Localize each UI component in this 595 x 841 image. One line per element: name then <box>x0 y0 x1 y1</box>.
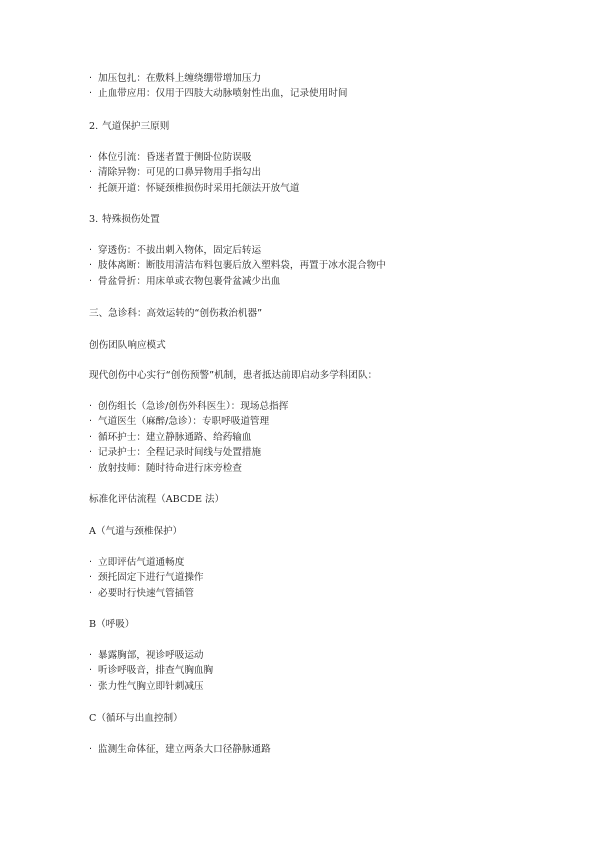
list-item: · 放射技师：随时待命进行床旁检查 <box>89 461 288 476</box>
bullet-icon: · <box>89 587 93 599</box>
bullet-icon: · <box>89 447 93 459</box>
list-item: · 循环护士：建立静脉通路、给药输血 <box>89 430 288 445</box>
heading-number: 2. <box>89 121 99 132</box>
list-item: · 颈托固定下进行气道操作 <box>89 570 204 585</box>
abcde-heading: 标准化评估流程（ABCDE 法） <box>89 494 225 505</box>
bullet-icon: · <box>89 680 93 692</box>
er-section-title: 三、急诊科：高效运转的“创伤救治机器” <box>89 308 263 319</box>
bullet-icon: · <box>89 167 93 179</box>
bullet-icon: · <box>89 462 93 474</box>
bullet-icon: · <box>89 152 93 163</box>
airway-list <box>89 150 299 196</box>
list-item: · 监测生命体征，建立两条大口径静脉通路 <box>89 742 271 757</box>
special-injury-list <box>89 243 386 289</box>
bullet-icon: · <box>89 431 93 443</box>
bullet-icon: · <box>89 557 93 568</box>
special-injury-heading <box>89 212 160 228</box>
team-heading: 创伤团队响应模式 <box>89 340 166 351</box>
list-item: · 穿透伤：不拔出刺入物体，固定后转运 <box>89 243 386 258</box>
bullet-icon: · <box>89 260 93 272</box>
list-item: · 气道医生（麻醉/急诊）：专职呼吸道管理 <box>89 414 288 429</box>
step-c-list <box>89 742 271 757</box>
list-item: · 肢体离断：断肢用清洁布料包裹后放入塑料袋，再置于冰水混合物中 <box>89 258 386 273</box>
bullet-icon: · <box>89 245 93 256</box>
list-item: · 暴露胸部，视诊呼吸运动 <box>89 648 213 663</box>
heading-text: 气道保护三原则 <box>102 121 170 132</box>
bullet-icon: · <box>89 73 93 84</box>
step-c-heading: C（循环与出血控制） <box>89 713 183 724</box>
step-b-heading: B（呼吸） <box>89 619 135 630</box>
list-item: · 清除异物：可见的口鼻异物用手指勾出 <box>89 165 299 180</box>
team-intro-paragraph: 现代创伤中心实行“创伤预警”机制，患者抵达前即启动多学科团队： <box>89 370 378 381</box>
heading-number: 3. <box>89 214 99 225</box>
list-item: · 止血带应用：仅用于四肢大动脉喷射性出血，记录使用时间 <box>89 86 347 101</box>
hemostasis-list <box>89 71 347 102</box>
bullet-icon: · <box>89 401 93 412</box>
list-item: · 体位引流：昏迷者置于侧卧位防误吸 <box>89 150 299 165</box>
list-item: · 记录护士：全程记录时间线与处置措施 <box>89 445 288 460</box>
list-item: · 听诊呼吸音，排查气胸血胸 <box>89 663 213 678</box>
team-roles-list <box>89 399 288 476</box>
list-item: · 骨盆骨折：用床单或衣物包裹骨盆减少出血 <box>89 274 386 289</box>
list-item: · 加压包扎：在敷料上缠绕绷带增加压力 <box>89 71 347 86</box>
list-item: · 立即评估气道通畅度 <box>89 555 204 570</box>
step-b-list <box>89 648 213 694</box>
heading-text: 特殊损伤处置 <box>102 214 160 225</box>
step-a-list <box>89 555 204 601</box>
list-item: · 创伤组长（急诊/创伤外科医生）：现场总指挥 <box>89 399 288 414</box>
bullet-icon: · <box>89 650 93 661</box>
bullet-icon: · <box>89 88 93 100</box>
bullet-icon: · <box>89 665 93 677</box>
step-a-heading: A（气道与颈椎保护） <box>89 526 183 537</box>
airway-heading <box>89 119 169 135</box>
bullet-icon: · <box>89 275 93 287</box>
list-item: · 必要时行快速气管插管 <box>89 586 204 601</box>
list-item: · 张力性气胸立即针刺减压 <box>89 679 213 694</box>
bullet-icon: · <box>89 416 93 428</box>
list-item: · 托颌开道：怀疑颈椎损伤时采用托颌法开放气道 <box>89 181 299 196</box>
bullet-icon: · <box>89 572 93 584</box>
bullet-icon: · <box>89 744 93 755</box>
bullet-icon: · <box>89 182 93 194</box>
